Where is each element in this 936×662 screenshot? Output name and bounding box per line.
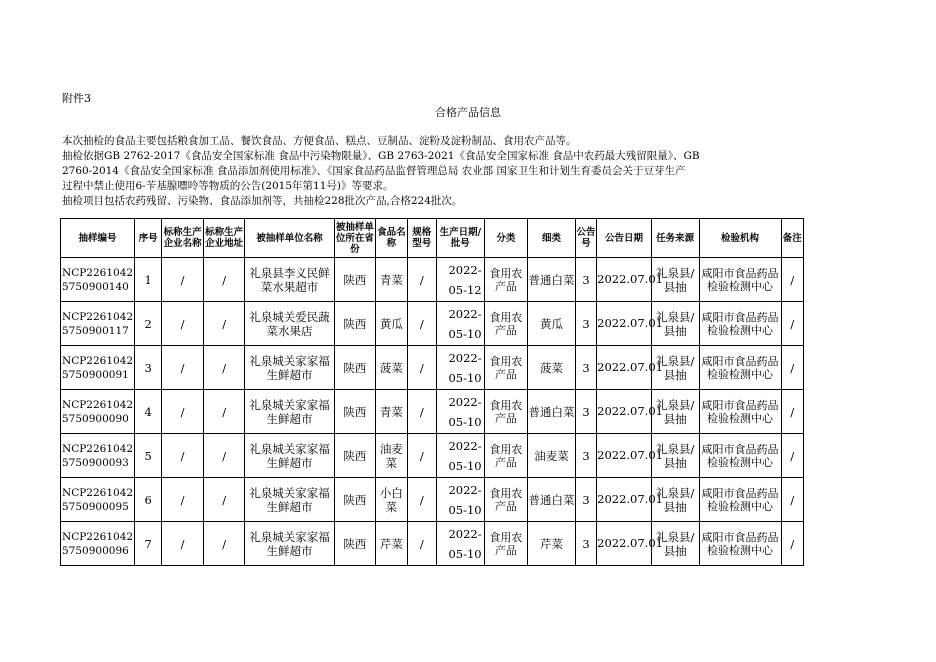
cell-food-name-text: 青菜	[379, 272, 403, 287]
cell-spec-text: /	[419, 492, 424, 507]
cell-seq-text: 6	[144, 492, 152, 507]
cell-category-text: 食用农产品	[489, 310, 523, 337]
table-row	[61, 478, 804, 522]
cell-category-text: 食用农产品	[489, 486, 523, 513]
header-col-pub-date: 公告日期	[597, 219, 652, 258]
cell-spec	[407, 346, 436, 390]
cell-province-text: 陕西	[343, 404, 367, 419]
cell-spec	[407, 478, 436, 522]
cell-note	[781, 302, 803, 346]
cell-food-name	[376, 434, 407, 478]
table-row	[61, 346, 804, 390]
cell-note-text: /	[790, 448, 795, 463]
cell-lab	[699, 346, 781, 390]
cell-lab	[699, 522, 781, 566]
cell-task-source-text: 礼泉县/县抽	[655, 441, 695, 470]
cell-pub-no	[575, 258, 596, 302]
cell-prod-date	[436, 346, 484, 390]
cell-seq-text: 3	[144, 360, 152, 375]
cell-food-name-text: 青菜	[379, 404, 403, 419]
cell-prod-date-text: 2022-05-10	[448, 438, 482, 473]
cell-prod-date	[436, 302, 484, 346]
cell-province	[334, 390, 376, 434]
cell-pub-no	[575, 346, 596, 390]
table-row	[61, 390, 804, 434]
cell-lab-text: 咸阳市食品药品检验检测中心	[701, 354, 779, 381]
cell-food-name-text: 小白菜	[379, 485, 403, 514]
cell-seq	[134, 434, 161, 478]
cell-lab-text: 咸阳市食品药品检验检测中心	[701, 530, 779, 557]
cell-sampled-unit-text: 礼泉城关家家福生鲜超市	[249, 441, 330, 470]
cell-pub-date	[597, 522, 663, 566]
cell-mfr-addr-text: /	[222, 404, 227, 419]
cell-sampled-unit	[245, 478, 334, 522]
cell-sampled-unit-text: 礼泉城关家家福生鲜超市	[249, 397, 330, 426]
cell-lab	[699, 258, 781, 302]
cell-mfr-addr	[203, 346, 245, 390]
cell-sample-code-text: NCP22610425750900140	[62, 266, 134, 293]
cell-pub-no-text: 3	[582, 316, 590, 331]
cell-category-text: 食用农产品	[489, 530, 523, 557]
cell-task-source-text: 礼泉县/县抽	[655, 309, 695, 338]
cell-mfr-addr	[203, 390, 245, 434]
cell-food-name	[376, 302, 407, 346]
cell-prod-date-text: 2022-05-10	[448, 306, 482, 341]
cell-sample-code	[61, 434, 135, 478]
intro-line: 抽检依据GB 2762-2017《食品安全国家标准 食品中污染物限量》、GB 2763-2021《食品安全国家标准 食品中农药最大残留限量》、GB	[62, 150, 700, 162]
cell-pub-date	[597, 258, 663, 302]
cell-mfr-name	[162, 478, 204, 522]
cell-mfr-addr	[203, 434, 245, 478]
cell-sample-code	[61, 258, 135, 302]
cell-prod-date	[436, 390, 484, 434]
cell-lab	[699, 478, 781, 522]
cell-note-text: /	[790, 536, 795, 551]
cell-note	[781, 434, 803, 478]
cell-pub-date-text: 2022.07.01	[597, 272, 663, 286]
cell-subcategory-text: 芹菜	[540, 536, 564, 551]
cell-mfr-addr-text: /	[222, 536, 227, 551]
header-col-province: 被抽样单位所在省份	[334, 219, 376, 258]
cell-subcategory-text: 普通白菜	[528, 272, 575, 287]
intro-line: 抽检项目包括农药残留、污染物、食品添加剂等，共抽检228批次产品,合格224批次。	[62, 195, 463, 207]
cell-lab-text: 咸阳市食品药品检验检测中心	[701, 442, 779, 469]
cell-seq-text: 4	[144, 404, 152, 419]
cell-spec	[407, 522, 436, 566]
cell-prod-date-text: 2022-05-10	[448, 482, 482, 517]
cell-province	[334, 258, 376, 302]
cell-pub-no-text: 3	[582, 272, 590, 287]
cell-pub-no-text: 3	[582, 360, 590, 375]
cell-sampled-unit-text: 礼泉城关爱民蔬菜水果店	[249, 309, 330, 338]
header-col-spec: 规格型号	[407, 219, 436, 258]
cell-spec-text: /	[419, 448, 424, 463]
cell-category-text: 食用农产品	[489, 398, 523, 425]
cell-spec-text: /	[419, 404, 424, 419]
cell-seq-text: 5	[144, 448, 152, 463]
cell-food-name-text: 菠菜	[379, 360, 403, 375]
cell-mfr-addr	[203, 302, 245, 346]
cell-seq-text: 7	[144, 536, 152, 551]
cell-seq-text: 2	[144, 316, 152, 331]
cell-pub-no	[575, 478, 596, 522]
cell-subcategory	[528, 258, 576, 302]
cell-category-text: 食用农产品	[489, 354, 523, 381]
cell-note-text: /	[790, 316, 795, 331]
cell-prod-date-text: 2022-05-12	[448, 262, 482, 297]
cell-food-name-text: 芹菜	[379, 536, 403, 551]
cell-mfr-name	[162, 434, 204, 478]
cell-note-text: /	[790, 404, 795, 419]
cell-subcategory-text: 普通白菜	[528, 404, 575, 419]
cell-mfr-name-text: /	[180, 404, 185, 419]
cell-mfr-name-text: /	[180, 448, 185, 463]
cell-lab-text: 咸阳市食品药品检验检测中心	[701, 398, 779, 425]
cell-lab	[699, 302, 781, 346]
cell-pub-date-text: 2022.07.01	[597, 360, 663, 374]
cell-province-text: 陕西	[343, 272, 367, 287]
cell-subcategory	[528, 390, 576, 434]
cell-mfr-name-text: /	[180, 536, 185, 551]
cell-food-name	[376, 478, 407, 522]
cell-pub-no	[575, 522, 596, 566]
cell-sampled-unit	[245, 434, 334, 478]
cell-subcategory-text: 黄瓜	[540, 316, 564, 331]
cell-pub-no	[575, 434, 596, 478]
cell-sample-code-text: NCP22610425750900090	[62, 398, 134, 425]
cell-sample-code	[61, 302, 135, 346]
cell-pub-date	[597, 478, 663, 522]
cell-province	[334, 478, 376, 522]
cell-sample-code	[61, 478, 135, 522]
cell-subcategory-text: 普通白菜	[528, 492, 575, 507]
cell-sampled-unit	[245, 346, 334, 390]
cell-sample-code-text: NCP22610425750900117	[62, 310, 134, 337]
cell-lab-text: 咸阳市食品药品检验检测中心	[701, 266, 779, 293]
cell-lab	[699, 390, 781, 434]
cell-sampled-unit-text: 礼泉城关家家福生鲜超市	[249, 529, 330, 558]
cell-lab	[699, 434, 781, 478]
cell-category-text: 食用农产品	[489, 266, 523, 293]
cell-pub-date	[597, 434, 663, 478]
attachment-label: 附件3	[62, 92, 91, 105]
cell-sampled-unit-text: 礼泉城关家家福生鲜超市	[249, 353, 330, 382]
header-col-prod-date: 生产日期/批号	[436, 219, 484, 258]
cell-category	[484, 258, 528, 302]
cell-province-text: 陕西	[343, 448, 367, 463]
cell-sample-code	[61, 522, 135, 566]
cell-seq	[134, 346, 161, 390]
cell-mfr-addr-text: /	[222, 316, 227, 331]
cell-prod-date	[436, 522, 484, 566]
cell-subcategory-text: 菠菜	[540, 360, 564, 375]
cell-spec-text: /	[419, 272, 424, 287]
cell-category	[484, 390, 528, 434]
header-col-sample-code: 抽样编号	[61, 219, 135, 258]
cell-subcategory-text: 油麦菜	[534, 448, 569, 463]
cell-note-text: /	[790, 272, 795, 287]
cell-spec	[407, 390, 436, 434]
cell-prod-date	[436, 258, 484, 302]
cell-sampled-unit-text: 礼泉县李义民鲜菜水果超市	[249, 265, 330, 294]
cell-sampled-unit	[245, 302, 334, 346]
cell-note-text: /	[790, 360, 795, 375]
cell-food-name-text: 黄瓜	[379, 316, 403, 331]
cell-mfr-name	[162, 302, 204, 346]
document-title: 合格产品信息	[435, 106, 501, 119]
cell-sample-code-text: NCP22610425750900096	[62, 530, 134, 557]
cell-province-text: 陕西	[343, 536, 367, 551]
cell-province-text: 陕西	[343, 492, 367, 507]
cell-pub-no-text: 3	[582, 448, 590, 463]
cell-mfr-addr	[203, 522, 245, 566]
cell-sample-code-text: NCP22610425750900095	[62, 486, 134, 513]
cell-pub-date-text: 2022.07.01	[597, 536, 663, 550]
header-col-lab: 检验机构	[699, 219, 781, 258]
cell-prod-date-text: 2022-05-10	[448, 526, 482, 561]
cell-task-source-text: 礼泉县/县抽	[655, 485, 695, 514]
cell-sampled-unit	[245, 522, 334, 566]
cell-spec	[407, 258, 436, 302]
cell-province	[334, 434, 376, 478]
header-col-mfr-name: 标称生产企业名称	[162, 219, 204, 258]
cell-mfr-name	[162, 258, 204, 302]
cell-subcategory	[528, 522, 576, 566]
header-col-seq: 序号	[134, 219, 161, 258]
cell-food-name	[376, 390, 407, 434]
cell-prod-date-text: 2022-05-10	[448, 350, 482, 385]
cell-mfr-addr-text: /	[222, 360, 227, 375]
table-header-row	[61, 219, 804, 258]
cell-spec-text: /	[419, 536, 424, 551]
cell-note	[781, 478, 803, 522]
cell-sample-code	[61, 390, 135, 434]
qualified-products-table	[60, 218, 804, 566]
cell-food-name	[376, 346, 407, 390]
cell-subcategory	[528, 434, 576, 478]
cell-pub-no-text: 3	[582, 404, 590, 419]
cell-seq	[134, 302, 161, 346]
cell-mfr-addr	[203, 478, 245, 522]
cell-mfr-addr-text: /	[222, 448, 227, 463]
cell-seq	[134, 258, 161, 302]
cell-category-text: 食用农产品	[489, 442, 523, 469]
table-row	[61, 434, 804, 478]
cell-seq	[134, 390, 161, 434]
cell-mfr-name-text: /	[180, 316, 185, 331]
cell-sampled-unit	[245, 390, 334, 434]
cell-mfr-addr	[203, 258, 245, 302]
cell-subcategory	[528, 346, 576, 390]
cell-task-source-text: 礼泉县/县抽	[655, 529, 695, 558]
cell-subcategory	[528, 478, 576, 522]
cell-task-source-text: 礼泉县/县抽	[655, 397, 695, 426]
cell-task-source-text: 礼泉县/县抽	[655, 353, 695, 382]
cell-spec	[407, 434, 436, 478]
header-col-mfr-addr: 标称生产企业地址	[203, 219, 245, 258]
intro-paragraph	[62, 134, 802, 209]
cell-pub-date-text: 2022.07.01	[597, 448, 663, 462]
cell-pub-no-text: 3	[582, 536, 590, 551]
cell-sampled-unit-text: 礼泉城关家家福生鲜超市	[249, 485, 330, 514]
header-col-subcategory: 细类	[528, 219, 576, 258]
cell-pub-no	[575, 390, 596, 434]
cell-pub-date-text: 2022.07.01	[597, 316, 663, 330]
cell-spec-text: /	[419, 316, 424, 331]
cell-mfr-name	[162, 390, 204, 434]
cell-food-name	[376, 258, 407, 302]
cell-spec	[407, 302, 436, 346]
cell-spec-text: /	[419, 360, 424, 375]
cell-category	[484, 434, 528, 478]
cell-task-source-text: 礼泉县/县抽	[655, 265, 695, 294]
cell-seq-text: 1	[144, 272, 152, 287]
cell-category	[484, 346, 528, 390]
cell-note	[781, 346, 803, 390]
cell-category	[484, 522, 528, 566]
intro-line: 本次抽检的食品主要包括粮食加工品、餐饮食品、方便食品、糕点、豆制品、淀粉及淀粉制品、食用农产品等。	[62, 135, 577, 147]
cell-mfr-name-text: /	[180, 272, 185, 287]
cell-category	[484, 302, 528, 346]
cell-mfr-name-text: /	[180, 492, 185, 507]
cell-food-name-text: 油麦菜	[379, 441, 403, 470]
cell-sample-code-text: NCP22610425750900093	[62, 442, 134, 469]
cell-pub-date-text: 2022.07.01	[597, 492, 663, 506]
cell-pub-date	[597, 302, 663, 346]
cell-lab-text: 咸阳市食品药品检验检测中心	[701, 486, 779, 513]
cell-pub-date	[597, 346, 663, 390]
cell-seq	[134, 478, 161, 522]
header-col-food-name: 食品名称	[376, 219, 407, 258]
table-row	[61, 522, 804, 566]
cell-pub-date	[597, 390, 663, 434]
cell-note	[781, 390, 803, 434]
intro-line: 2760-2014《食品安全国家标准 食品添加剂使用标准》、《国家食品药品监督管理总局 农业部 国家卫生和计划生育委员会关于豆芽生产	[62, 165, 686, 177]
cell-province	[334, 522, 376, 566]
cell-category	[484, 478, 528, 522]
cell-pub-date-text: 2022.07.01	[597, 404, 663, 418]
cell-seq	[134, 522, 161, 566]
header-col-pub-no: 公告号	[575, 219, 596, 258]
cell-province	[334, 302, 376, 346]
cell-prod-date	[436, 434, 484, 478]
header-col-note: 备注	[781, 219, 803, 258]
cell-sample-code-text: NCP22610425750900091	[62, 354, 134, 381]
table-row	[61, 258, 804, 302]
cell-province-text: 陕西	[343, 316, 367, 331]
cell-note	[781, 522, 803, 566]
header-col-category: 分类	[484, 219, 528, 258]
intro-line: 过程中禁止使用6-苄基腺嘌呤等物质的公告(2015年第11号)》等要求。	[62, 180, 394, 192]
cell-subcategory	[528, 302, 576, 346]
cell-note-text: /	[790, 492, 795, 507]
cell-province-text: 陕西	[343, 360, 367, 375]
cell-mfr-name	[162, 346, 204, 390]
cell-pub-no-text: 3	[582, 492, 590, 507]
cell-sampled-unit	[245, 258, 334, 302]
cell-prod-date-text: 2022-05-10	[448, 394, 482, 429]
cell-pub-no	[575, 302, 596, 346]
cell-note	[781, 258, 803, 302]
header-col-sampled-unit: 被抽样单位名称	[245, 219, 334, 258]
cell-sample-code	[61, 346, 135, 390]
cell-province	[334, 346, 376, 390]
cell-mfr-addr-text: /	[222, 492, 227, 507]
table-row	[61, 302, 804, 346]
cell-prod-date	[436, 478, 484, 522]
cell-mfr-name	[162, 522, 204, 566]
cell-lab-text: 咸阳市食品药品检验检测中心	[701, 310, 779, 337]
header-col-task-source: 任务来源	[651, 219, 699, 258]
cell-food-name	[376, 522, 407, 566]
cell-mfr-name-text: /	[180, 360, 185, 375]
cell-mfr-addr-text: /	[222, 272, 227, 287]
